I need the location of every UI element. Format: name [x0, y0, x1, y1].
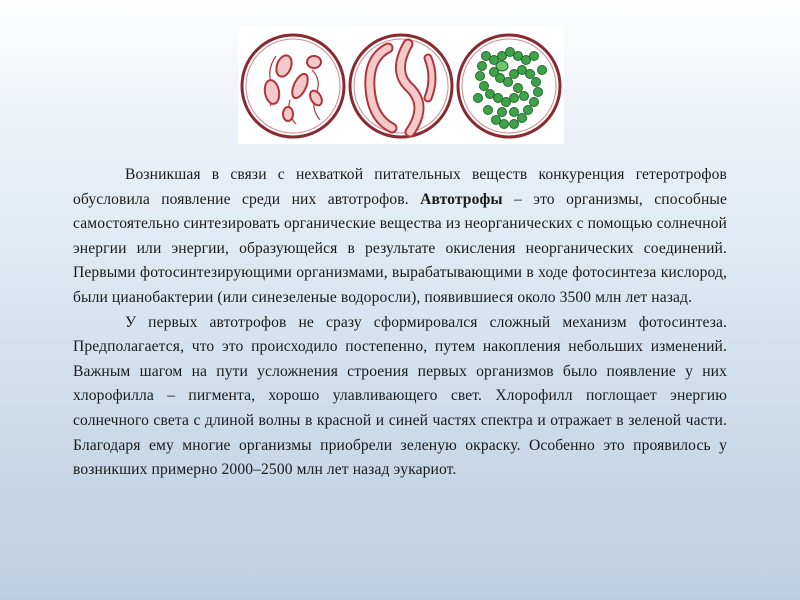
bacteria-illustration — [238, 26, 564, 144]
paragraph-1 — [73, 163, 727, 311]
paragraph-1-definition: – это организмы, способные самостоятельно синтезировать органические вещества из неорганических с помощью солнечной энергии или энергии, образующейся в результате окисления неорганических соединений. Первыми фотосинтезирующими организмами, вырабатывающими в ходе фотосинтеза кислород, были цианобактерии (или синезеленые водоросли), появившиеся около 3500 млн лет назад. — [73, 190, 727, 306]
paragraph-1-intro: Возникшая в связи с нехваткой питательных веществ конкуренция гетеротрофов обусловила появление среди них автотрофов. — [73, 166, 727, 208]
term-autotrophs: Автотрофы — [420, 190, 503, 208]
bacteria-circle-2 — [350, 35, 452, 137]
slide-text — [73, 163, 727, 483]
bacteria-circle-1 — [242, 35, 344, 137]
paragraph-2: У первых автотрофов не сразу сформировался сложный механизм фотосинтеза. Предполагается, что это происходило постепенно, путем накопления небольших изменений. Важным шагом на пути усложнения строения первых организмов было появление у них хлорофилла – пигмента, хорошо улавливающего свет. Хлорофилл поглощает энергию солнечного света с длиной волны в красной и синей частях спектра и отражает в зеленой части. Благодаря ему многие организмы приобрели зеленую окраску. Особенно это проявилось у возникших примерно 2000–2500 млн лет назад эукариот. — [73, 313, 727, 479]
bacteria-circle-3 — [458, 35, 560, 137]
microorganisms-image — [238, 26, 564, 144]
